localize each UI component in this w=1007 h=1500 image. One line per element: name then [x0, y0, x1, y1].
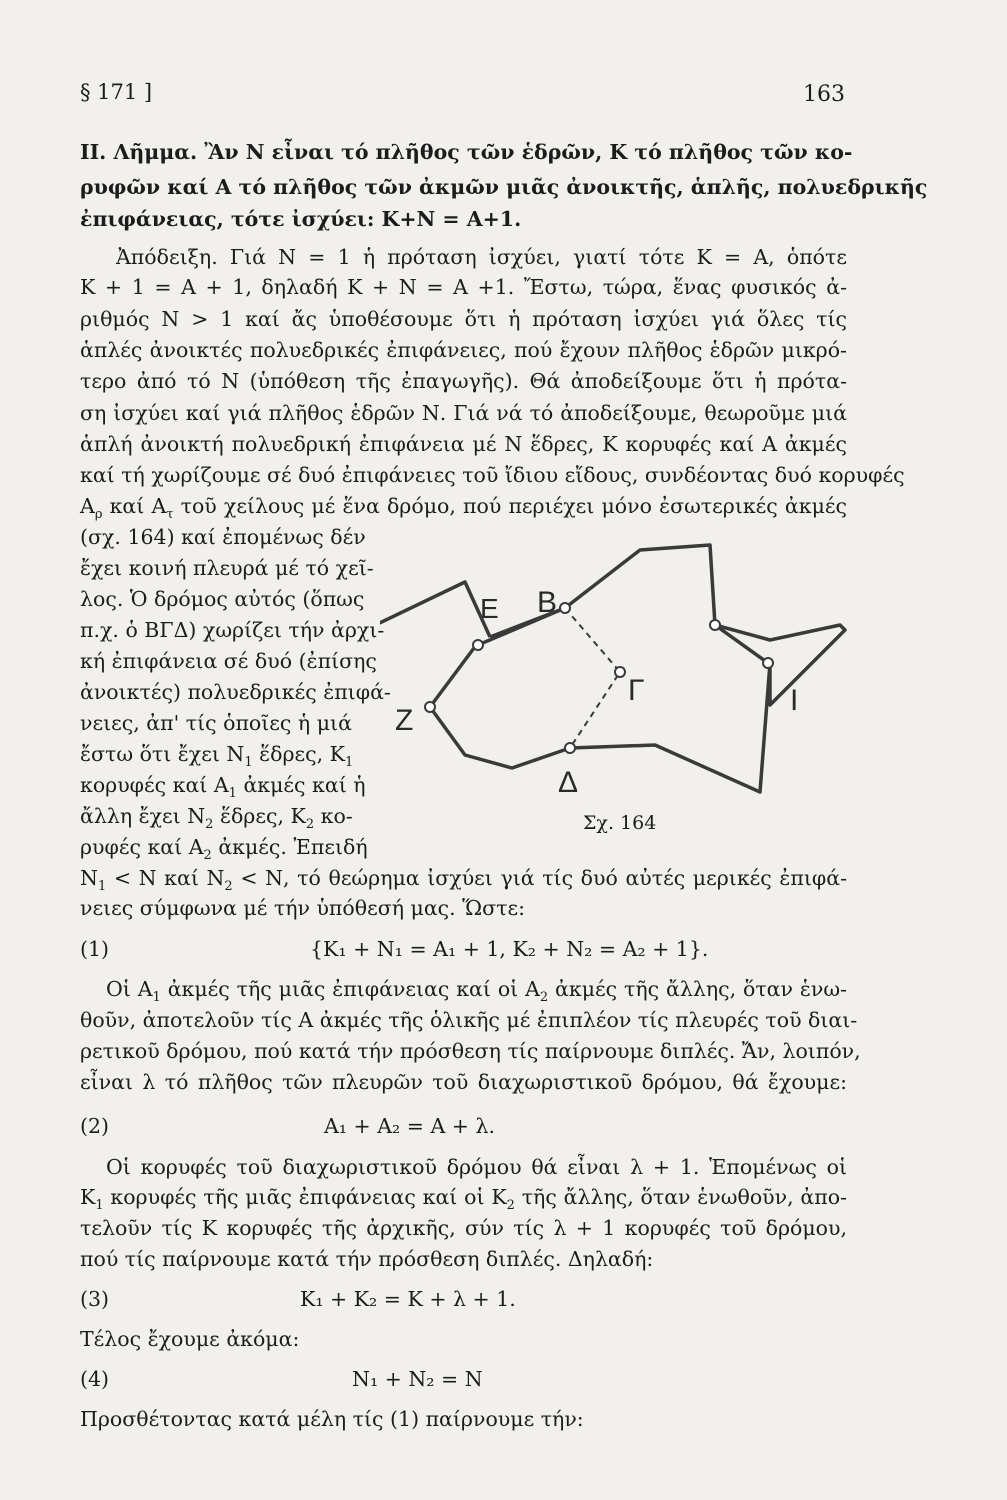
proof-line: ἔστω ὅτι ἔχει $N_1$ ἕδρες, $K_1$ [80, 742, 354, 771]
proof-line: $K_1$ κορυφές τῆς μιᾶς ἐπιφάνειας καί οἱ $K_2$ τῆς ἄλλης, ὅταν ἑνωθοῦν, ἀπο- [80, 1185, 847, 1214]
proof-line: ριθμός Ν > 1 καί ἄς ὑποθέσουμε ὅτι ἡ πρόταση ἰσχύει γιά ὅλες τίς [80, 307, 847, 331]
proof-line: $A_\rho$ καί $A_\tau$ τοῦ χείλους μέ ἕνα δρόμο, πού περιέχει μόνο ἐσωτερικές ἀκμές [80, 494, 847, 523]
lemma-line: ἐπιφάνειας, τότε ἰσχύει: Κ+Ν = Α+1. [80, 207, 522, 231]
equation-number: (3) [80, 1287, 110, 1311]
proof-line: ἁπλές ἀνοικτές πολυεδρικές ἐπιφάνειες, πού ἔχουν πλῆθος ἑδρῶν μικρό- [80, 338, 847, 362]
section-header: § 171 ] [80, 80, 153, 104]
label-g: Γ [628, 674, 645, 707]
label-i: Ι [790, 684, 799, 717]
label-b: Β [537, 586, 558, 619]
vertex-z [425, 702, 435, 712]
proof-line: Οἱ κορυφές τοῦ διαχωριστικοῦ δρόμου θά εἶναι λ + 1. Ἑπομένως οἱ [106, 1155, 847, 1179]
equation: Ν₁ + Ν₂ = Ν [352, 1367, 483, 1391]
proof-line: Τέλος ἔχουμε ἀκόμα: [80, 1327, 300, 1351]
equation-number: (1) [80, 937, 110, 961]
equation-number: (4) [80, 1367, 110, 1391]
equation: Κ₁ + Κ₂ = Κ + λ + 1. [300, 1287, 516, 1311]
vertex-e [473, 640, 483, 650]
proof-line: ἁπλή ἀνοικτή πολυεδρική ἐπιφάνεια μέ Ν ἕδρες, Κ κορυφές καί Α ἀκμές [80, 432, 847, 456]
proof-line: καί τή χωρίζουμε σέ δυό ἐπιφάνειες τοῦ ἴδιου εἴδους, συνδέοντας δυό κορυφές [80, 463, 905, 487]
proof-line: π.χ. ὁ ΒΓΔ) χωρίζει τήν ἀρχι- [80, 618, 385, 642]
proof-line: ἀνοικτές) πολυεδρικές ἐπιφά- [80, 680, 391, 704]
proof-line: $N_1 < N$ καί $N_2 < N$, τό θεώρημα ἰσχύει γιά τίς δυό αὐτές μερικές ἐπιφά- [80, 866, 847, 895]
equation: {Κ₁ + Ν₁ = Α₁ + 1, Κ₂ + Ν₂ = Α₂ + 1}. [310, 937, 709, 961]
proof-line: θοῦν, ἀποτελοῦν τίς Α ἀκμές τῆς ὁλικῆς μέ ἐπιπλέον τίς πλευρές τοῦ διαι- [80, 1008, 858, 1032]
proof-line: Ἀπόδειξη. Γιά Ν = 1 ἡ πρόταση ἰσχύει, γιατί τότε Κ = Α, ὁπότε [116, 245, 847, 269]
proof-line: κορυφές καί $A_1$ ἀκμές καί ἡ [80, 773, 366, 802]
figure-caption: Σχ. 164 [583, 812, 657, 834]
proof-line: ἔχει κοινή πλευρά μέ τό χεῖ- [80, 556, 374, 580]
lemma-line: ρυφῶν καί Α τό πλῆθος τῶν ἀκμῶν μιᾶς ἀνοικτῆς, ἁπλῆς, πολυεδρικῆς [80, 175, 928, 199]
proof-line: νειες, ἀπ' τίς ὁποῖες ἡ μιά [80, 711, 352, 735]
proof-line: (σχ. 164) καί ἐπομένως δέν [80, 525, 366, 549]
equation: Α₁ + Α₂ = Α + λ. [324, 1114, 495, 1138]
proof-line: λος. Ὁ δρόμος αὐτός (ὅπως [80, 587, 365, 611]
proof-line: τερο ἀπό τό Ν (ὑπόθεση τῆς ἐπαγωγῆς). Θά ἀποδείξουμε ὅτι ἡ πρότα- [80, 369, 847, 393]
proof-line: κή ἐπιφάνεια σέ δυό (ἐπίσης [80, 649, 377, 673]
label-e: Ε [480, 593, 499, 624]
proof-line: ση ἰσχύει καί γιά πλῆθος ἑδρῶν Ν. Γιά νά τό ἀποδείξουμε, θεωροῦμε μιά [80, 401, 847, 425]
vertex-g [615, 667, 625, 677]
proof-line: ρετικοῦ δρόμου, πού κατά τήν πρόσθεση τίς παίρνουμε διπλές. Ἄν, λοιπόν, [80, 1039, 861, 1063]
equation-number: (2) [80, 1114, 110, 1138]
proof-line: νειες σύμφωνα μέ τήν ὑπόθεσή μας. Ὥστε: [80, 896, 526, 920]
proof-line: τελοῦν τίς Κ κορυφές τῆς ἀρχικῆς, σύν τίς λ + 1 κορυφές τοῦ δρόμου, [80, 1216, 847, 1240]
proof-line: Κ + 1 = Α + 1, δηλαδή Κ + Ν = Α +1. Ἔστω, τώρα, ἕνας φυσικός ἀ- [80, 275, 847, 299]
vertex-i [763, 658, 773, 668]
proof-line: πού τίς παίρνουμε κατά τήν πρόσθεση διπλές. Δηλαδή: [80, 1247, 654, 1271]
vertex-upper-right [710, 620, 720, 630]
proof-line: ρυφές καί $A_2$ ἀκμές. Ἐπειδή [80, 835, 368, 864]
label-d: Δ [558, 766, 579, 799]
vertex-d [565, 743, 575, 753]
polyhedral-surface-figure [380, 535, 860, 840]
proof-line: Προσθέτοντας κατά μέλη τίς (1) παίρνουμε τήν: [80, 1407, 584, 1431]
vertex-b [560, 603, 570, 613]
proof-line: ἄλλη ἔχει $N_2$ ἕδρες, $K_2$ κο- [80, 804, 353, 833]
lemma-line: II. Λῆμμα. Ἂν Ν εἶναι τό πλῆθος τῶν ἑδρῶν, Κ τό πλῆθος τῶν κο- [80, 140, 853, 164]
page-number: 163 [803, 82, 845, 107]
label-z: Ζ [395, 704, 414, 737]
proof-line: Οἱ $A_1$ ἀκμές τῆς μιᾶς ἐπιφάνειας καί οἱ $A_2$ ἀκμές τῆς ἄλλης, ὅταν ἑνω- [106, 977, 847, 1006]
proof-line: εἶναι λ τό πλῆθος τῶν πλευρῶν τοῦ διαχωριστικοῦ δρόμου, θά ἔχουμε: [80, 1070, 847, 1094]
